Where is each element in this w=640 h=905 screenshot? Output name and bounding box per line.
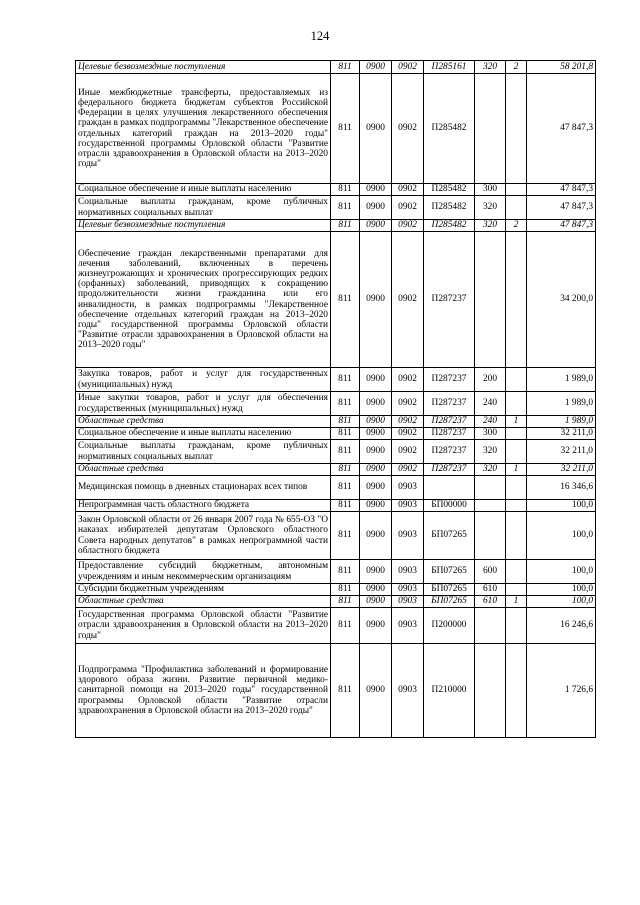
row-name-cell: Целевые безвозмездные поступления — [76, 220, 331, 232]
row-name-cell: Субсидии бюджетным учреждениям — [76, 584, 331, 596]
row-name-cell: Целевые безвозмездные поступления — [76, 61, 331, 74]
row-name-cell: Закон Орловской области от 26 января 2007 года № 655-ОЗ "О наказах избирателей депутатам Орловского областного Совета народных депутатов" в рамках непрограммной части областного бюджета — [76, 512, 331, 560]
target-article-cell: БП07265 — [424, 584, 475, 596]
subsection-code-cell: 0902 — [392, 74, 424, 184]
expense-type-cell: 320 — [475, 464, 506, 476]
source-code-cell: 2 — [506, 61, 527, 74]
expense-type-cell: 240 — [475, 392, 506, 416]
expense-type-cell — [475, 500, 506, 512]
table-row — [76, 644, 596, 738]
target-article-cell: БП07265 — [424, 560, 475, 584]
subsection-code-cell: 0902 — [392, 464, 424, 476]
ministry-code-cell: 811 — [331, 61, 360, 74]
subsection-code-cell: 0902 — [392, 196, 424, 220]
table-row — [76, 500, 596, 512]
subsection-code-cell: 0903 — [392, 608, 424, 644]
subsection-code-cell: 0902 — [392, 392, 424, 416]
expense-type-cell: 600 — [475, 560, 506, 584]
section-code-cell: 0900 — [360, 608, 392, 644]
table-row — [76, 232, 596, 368]
target-article-cell: П285482 — [424, 184, 475, 196]
source-code-cell — [506, 644, 527, 738]
target-article-cell: П285482 — [424, 196, 475, 220]
subsection-code-cell: 0903 — [392, 500, 424, 512]
source-code-cell — [506, 584, 527, 596]
target-article-cell: П287237 — [424, 440, 475, 464]
target-article-cell: П287237 — [424, 428, 475, 440]
section-code-cell: 0900 — [360, 440, 392, 464]
expense-type-cell: 300 — [475, 184, 506, 196]
target-article-cell: П285482 — [424, 74, 475, 184]
target-article-cell: П287237 — [424, 368, 475, 392]
amount-cell: 1 726,6 — [527, 644, 596, 738]
table-row — [76, 428, 596, 440]
subsection-code-cell: 0902 — [392, 184, 424, 196]
target-article-cell: П285161 — [424, 61, 475, 74]
section-code-cell: 0900 — [360, 464, 392, 476]
ministry-code-cell: 811 — [331, 500, 360, 512]
expense-type-cell: 320 — [475, 220, 506, 232]
page-number: 124 — [310, 29, 330, 43]
source-code-cell — [506, 428, 527, 440]
source-code-cell: 1 — [506, 416, 527, 428]
section-code-cell: 0900 — [360, 584, 392, 596]
ministry-code-cell: 811 — [331, 184, 360, 196]
table-row — [76, 512, 596, 560]
source-code-cell — [506, 608, 527, 644]
expense-type-cell — [475, 74, 506, 184]
expense-type-cell — [475, 476, 506, 500]
table-row — [76, 416, 596, 428]
section-code-cell: 0900 — [360, 596, 392, 608]
amount-cell: 16 346,6 — [527, 476, 596, 500]
section-code-cell: 0900 — [360, 512, 392, 560]
row-name-cell: Иные закупки товаров, работ и услуг для обеспечения государственных (муниципальных) нужд — [76, 392, 331, 416]
expense-type-cell: 240 — [475, 416, 506, 428]
section-code-cell: 0900 — [360, 560, 392, 584]
source-code-cell — [506, 476, 527, 500]
source-code-cell — [506, 368, 527, 392]
subsection-code-cell: 0903 — [392, 476, 424, 500]
amount-cell: 47 847,3 — [527, 74, 596, 184]
expense-type-cell — [475, 512, 506, 560]
target-article-cell: П287237 — [424, 232, 475, 368]
ministry-code-cell: 811 — [331, 220, 360, 232]
amount-cell: 32 211,0 — [527, 464, 596, 476]
row-name-cell: Непрограммная часть областного бюджета — [76, 500, 331, 512]
amount-cell: 100,0 — [527, 560, 596, 584]
ministry-code-cell: 811 — [331, 428, 360, 440]
amount-cell: 47 847,3 — [527, 184, 596, 196]
ministry-code-cell: 811 — [331, 512, 360, 560]
ministry-code-cell: 811 — [331, 368, 360, 392]
table-body — [76, 61, 596, 738]
section-code-cell: 0900 — [360, 428, 392, 440]
table-row — [76, 440, 596, 464]
ministry-code-cell: 811 — [331, 644, 360, 738]
expense-type-cell: 610 — [475, 596, 506, 608]
table-row — [76, 368, 596, 392]
expense-type-cell: 320 — [475, 196, 506, 220]
target-article-cell: П287237 — [424, 416, 475, 428]
ministry-code-cell: 811 — [331, 464, 360, 476]
section-code-cell: 0900 — [360, 368, 392, 392]
section-code-cell: 0900 — [360, 644, 392, 738]
table-row — [76, 464, 596, 476]
ministry-code-cell: 811 — [331, 584, 360, 596]
expense-type-cell — [475, 608, 506, 644]
ministry-code-cell: 811 — [331, 476, 360, 500]
amount-cell: 1 989,0 — [527, 416, 596, 428]
source-code-cell: 2 — [506, 220, 527, 232]
source-code-cell — [506, 196, 527, 220]
budget-table — [75, 60, 596, 738]
section-code-cell: 0900 — [360, 74, 392, 184]
source-code-cell: 1 — [506, 596, 527, 608]
ministry-code-cell: 811 — [331, 596, 360, 608]
section-code-cell: 0900 — [360, 61, 392, 74]
row-name-cell: Областные средства — [76, 596, 331, 608]
row-name-cell: Подпрограмма "Профилактика заболеваний и формирование здорового образа жизни. Развитие первичной медико-санитарной помощи на 2013–2020 годы" государственной программы Орловской области "Развитие отрасли здравоохранения в Орловской области на 2013–2020 годы" — [76, 644, 331, 738]
subsection-code-cell: 0902 — [392, 428, 424, 440]
amount-cell: 100,0 — [527, 584, 596, 596]
row-name-cell: Обеспечение граждан лекарственными препаратами для лечения заболеваний, включенных в перечень жизнеугрожающих и хронических прогрессирующих редких (орфанных) заболеваний, приводящих к сокращению продолжительности жизни гражданина или его инвалидности, в рамках подпрограммы "Лекарственное обеспечение отдельных категорий граждан на 2013–2020 годы" государственной программы Орловской области "Развитие отрасли здравоохранения в Орловской области на 2013–2020 годы" — [76, 232, 331, 368]
section-code-cell: 0900 — [360, 392, 392, 416]
amount-cell: 32 211,0 — [527, 440, 596, 464]
amount-cell: 100,0 — [527, 596, 596, 608]
row-name-cell: Областные средства — [76, 464, 331, 476]
row-name-cell: Иные межбюджетные трансферты, предоставляемых из федерального бюджета бюджетам субъектов Российской Федерации в целях улучшения лекарственного обеспечения граждан в рамках подпрограммы "Лекарственное обеспечение отдельных категорий граждан на 2013–2020 годы" государственной программы Орловской области "Развитие отрасли здравоохранения в Орловской области на 2013–2020 годы" — [76, 74, 331, 184]
target-article-cell — [424, 476, 475, 500]
amount-cell: 100,0 — [527, 500, 596, 512]
table-row — [76, 596, 596, 608]
source-code-cell — [506, 440, 527, 464]
row-name-cell: Социальные выплаты гражданам, кроме публичных нормативных социальных выплат — [76, 196, 331, 220]
expense-type-cell — [475, 232, 506, 368]
target-article-cell: БП00000 — [424, 500, 475, 512]
row-name-cell: Социальные выплаты гражданам, кроме публичных нормативных социальных выплат — [76, 440, 331, 464]
target-article-cell: БП07265 — [424, 596, 475, 608]
source-code-cell — [506, 560, 527, 584]
target-article-cell: П285482 — [424, 220, 475, 232]
target-article-cell: БП07265 — [424, 512, 475, 560]
source-code-cell — [506, 500, 527, 512]
section-code-cell: 0900 — [360, 500, 392, 512]
subsection-code-cell: 0903 — [392, 560, 424, 584]
amount-cell: 58 201,8 — [527, 61, 596, 74]
section-code-cell: 0900 — [360, 196, 392, 220]
source-code-cell — [506, 392, 527, 416]
subsection-code-cell: 0902 — [392, 416, 424, 428]
amount-cell: 16 246,6 — [527, 608, 596, 644]
source-code-cell: 1 — [506, 464, 527, 476]
row-name-cell: Областные средства — [76, 416, 331, 428]
target-article-cell: П287237 — [424, 392, 475, 416]
expense-type-cell: 320 — [475, 61, 506, 74]
expense-type-cell: 300 — [475, 428, 506, 440]
ministry-code-cell: 811 — [331, 392, 360, 416]
table-row — [76, 220, 596, 232]
row-name-cell: Предоставление субсидий бюджетным, автономным учреждениям и иным некоммерческим организациям — [76, 560, 331, 584]
ministry-code-cell: 811 — [331, 196, 360, 220]
amount-cell: 47 847,3 — [527, 196, 596, 220]
section-code-cell: 0900 — [360, 184, 392, 196]
table-row — [76, 476, 596, 500]
section-code-cell: 0900 — [360, 220, 392, 232]
ministry-code-cell: 811 — [331, 440, 360, 464]
subsection-code-cell: 0902 — [392, 61, 424, 74]
amount-cell: 34 200,0 — [527, 232, 596, 368]
source-code-cell — [506, 512, 527, 560]
subsection-code-cell: 0903 — [392, 644, 424, 738]
table-row — [76, 392, 596, 416]
table-row — [76, 184, 596, 196]
subsection-code-cell: 0903 — [392, 584, 424, 596]
row-name-cell: Медицинская помощь в дневных стационарах всех типов — [76, 476, 331, 500]
table-row — [76, 560, 596, 584]
section-code-cell: 0900 — [360, 416, 392, 428]
table-row — [76, 74, 596, 184]
expense-type-cell: 200 — [475, 368, 506, 392]
amount-cell: 1 989,0 — [527, 368, 596, 392]
row-name-cell: Закупка товаров, работ и услуг для государственных (муниципальных) нужд — [76, 368, 331, 392]
source-code-cell — [506, 232, 527, 368]
amount-cell: 100,0 — [527, 512, 596, 560]
ministry-code-cell: 811 — [331, 416, 360, 428]
row-name-cell: Социальное обеспечение и иные выплаты населению — [76, 428, 331, 440]
subsection-code-cell: 0902 — [392, 232, 424, 368]
subsection-code-cell: 0902 — [392, 368, 424, 392]
table-row — [76, 584, 596, 596]
section-code-cell: 0900 — [360, 232, 392, 368]
target-article-cell: П287237 — [424, 464, 475, 476]
table-row — [76, 608, 596, 644]
target-article-cell: П200000 — [424, 608, 475, 644]
source-code-cell — [506, 184, 527, 196]
expense-type-cell: 610 — [475, 584, 506, 596]
subsection-code-cell: 0902 — [392, 220, 424, 232]
target-article-cell: П210000 — [424, 644, 475, 738]
amount-cell: 47 847,3 — [527, 220, 596, 232]
ministry-code-cell: 811 — [331, 560, 360, 584]
subsection-code-cell: 0903 — [392, 512, 424, 560]
amount-cell: 32 211,0 — [527, 428, 596, 440]
subsection-code-cell: 0902 — [392, 440, 424, 464]
ministry-code-cell: 811 — [331, 608, 360, 644]
row-name-cell: Государственная программа Орловской области "Развитие отрасли здравоохранения в Орловской области на 2013–2020 годы" — [76, 608, 331, 644]
source-code-cell — [506, 74, 527, 184]
amount-cell: 1 989,0 — [527, 392, 596, 416]
subsection-code-cell: 0903 — [392, 596, 424, 608]
expense-type-cell: 320 — [475, 440, 506, 464]
section-code-cell: 0900 — [360, 476, 392, 500]
ministry-code-cell: 811 — [331, 232, 360, 368]
table-row — [76, 61, 596, 74]
row-name-cell: Социальное обеспечение и иные выплаты населению — [76, 184, 331, 196]
expense-type-cell — [475, 644, 506, 738]
table-row — [76, 196, 596, 220]
ministry-code-cell: 811 — [331, 74, 360, 184]
